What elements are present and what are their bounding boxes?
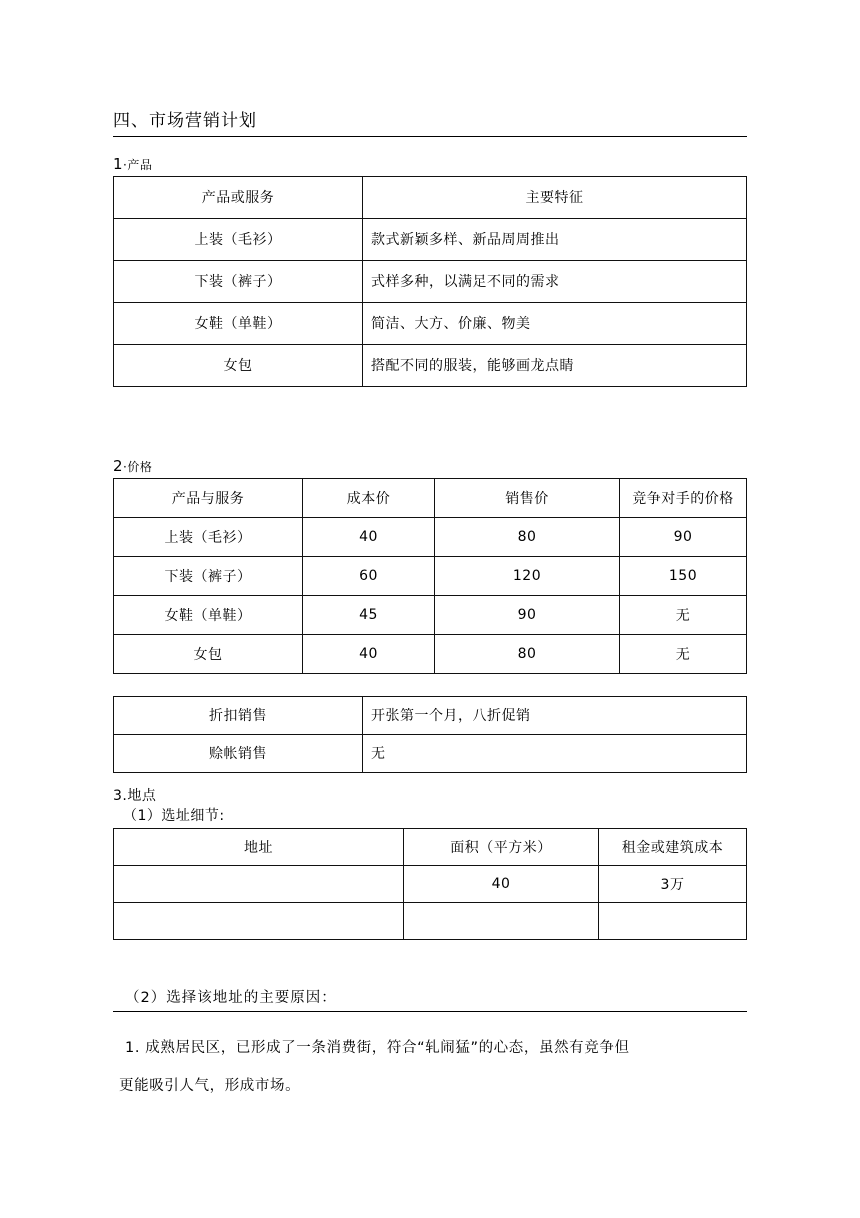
- section-number-products: 1: [113, 154, 124, 173]
- site-header-cell-1: 面积（平方米）: [404, 828, 599, 865]
- site-cell-r0c1: 40: [404, 865, 599, 902]
- spacer-after-discount-table: [113, 773, 747, 785]
- price-cell-r3c1: 40: [303, 634, 435, 673]
- table-row: [114, 734, 747, 772]
- products-cell-r2c1: 简洁、大方、价廉、物美: [363, 302, 747, 344]
- price-cell-r3c3: 无: [620, 634, 747, 673]
- spacer-after-price-table: [113, 674, 747, 696]
- price-header-cell-3: 竞争对手的价格: [620, 478, 747, 517]
- site-cell-r0c2: 3万: [599, 865, 747, 902]
- products-cell-r3c1: 搭配不同的服装，能够画龙点睛: [363, 344, 747, 386]
- section-title-price: 价格: [127, 459, 153, 474]
- page-title: 四、市场营销计划: [113, 0, 747, 137]
- page-content: [113, 0, 747, 1105]
- price-cell-r2c1: 45: [303, 595, 435, 634]
- products-cell-r1c0: 下装（裤子）: [114, 260, 363, 302]
- table-row-header: [114, 828, 747, 865]
- products-table: [113, 176, 747, 387]
- table-row-header: [114, 176, 747, 218]
- section-number-price: 2: [113, 456, 124, 475]
- site-header-cell-2: 租金或建筑成本: [599, 828, 747, 865]
- table-row: [114, 344, 747, 386]
- table-row: [114, 218, 747, 260]
- products-cell-r1c1: 式样多种，以满足不同的需求: [363, 260, 747, 302]
- price-cell-r3c2: 80: [435, 634, 620, 673]
- site-header-cell-0: 地址: [114, 828, 404, 865]
- table-row: [114, 595, 747, 634]
- table-row: [114, 260, 747, 302]
- price-header-cell-0: 产品与服务: [114, 478, 303, 517]
- reason-paragraph: [113, 1030, 747, 1105]
- reason-paragraph-line-1: [119, 1030, 747, 1068]
- price-header-cell-2: 销售价: [435, 478, 620, 517]
- discount-cell-r0c0: 折扣销售: [114, 696, 363, 734]
- site-cell-r0c0: [114, 865, 404, 902]
- table-row: [114, 902, 747, 939]
- section-title-products: 产品: [127, 157, 153, 172]
- site-cell-r1c2: [599, 902, 747, 939]
- price-cell-r0c1: 40: [303, 517, 435, 556]
- table-row: [114, 696, 747, 734]
- price-cell-r0c2: 80: [435, 517, 620, 556]
- section-sublabel-site-details: （1）选址细节:: [123, 807, 225, 824]
- products-header-cell-0: 产品或服务: [114, 176, 363, 218]
- table-row: [114, 517, 747, 556]
- price-header-cell-1: 成本价: [303, 478, 435, 517]
- products-cell-r3c0: 女包: [114, 344, 363, 386]
- discount-cell-r1c0: 赊帐销售: [114, 734, 363, 772]
- products-cell-r2c0: 女鞋（单鞋）: [114, 302, 363, 344]
- price-cell-r1c2: 120: [435, 556, 620, 595]
- price-cell-r1c3: 150: [620, 556, 747, 595]
- spacer-after-products-table: [113, 387, 747, 439]
- table-row: [114, 556, 747, 595]
- price-cell-r1c1: 60: [303, 556, 435, 595]
- discount-cell-r0c1: 开张第一个月，八折促销: [363, 696, 747, 734]
- section-separator-price: ·: [123, 459, 128, 474]
- section-separator-products: ·: [123, 157, 128, 172]
- price-cell-r0c0: 上装（毛衫）: [114, 517, 303, 556]
- table-row-header: [114, 478, 747, 517]
- table-row: [114, 302, 747, 344]
- reason-heading: （2）选择该地址的主要原因：: [113, 986, 747, 1012]
- products-cell-r0c0: 上装（毛衫）: [114, 218, 363, 260]
- discount-table: [113, 696, 747, 773]
- table-row: [114, 865, 747, 902]
- site-cell-r1c1: [404, 902, 599, 939]
- section-label-products: [113, 155, 747, 173]
- site-table: [113, 828, 747, 940]
- price-cell-r1c0: 下装（裤子）: [114, 556, 303, 595]
- site-cell-r1c0: [114, 902, 404, 939]
- price-cell-r2c3: 无: [620, 595, 747, 634]
- section-label-price: [113, 457, 747, 475]
- reason-text-line-1: 成熟居民区，已形成了一条消费街，符合“轧闹猛”的心态，虽然有竞争但: [145, 1039, 630, 1056]
- reason-paragraph-line-2: [119, 1068, 747, 1106]
- price-table: [113, 478, 747, 674]
- reason-text-line-2: 更能吸引人气，形成市场。: [119, 1077, 301, 1094]
- products-header-cell-1: 主要特征: [363, 176, 747, 218]
- price-cell-r3c0: 女包: [114, 634, 303, 673]
- price-cell-r2c0: 女鞋（单鞋）: [114, 595, 303, 634]
- discount-cell-r1c1: 无: [363, 734, 747, 772]
- section-label-location: 3.地点: [113, 787, 157, 804]
- price-cell-r2c2: 90: [435, 595, 620, 634]
- table-row: [114, 634, 747, 673]
- price-cell-r0c3: 90: [620, 517, 747, 556]
- products-cell-r0c1: 款式新颖多样、新品周周推出: [363, 218, 747, 260]
- reason-marker: 1.: [125, 1039, 141, 1056]
